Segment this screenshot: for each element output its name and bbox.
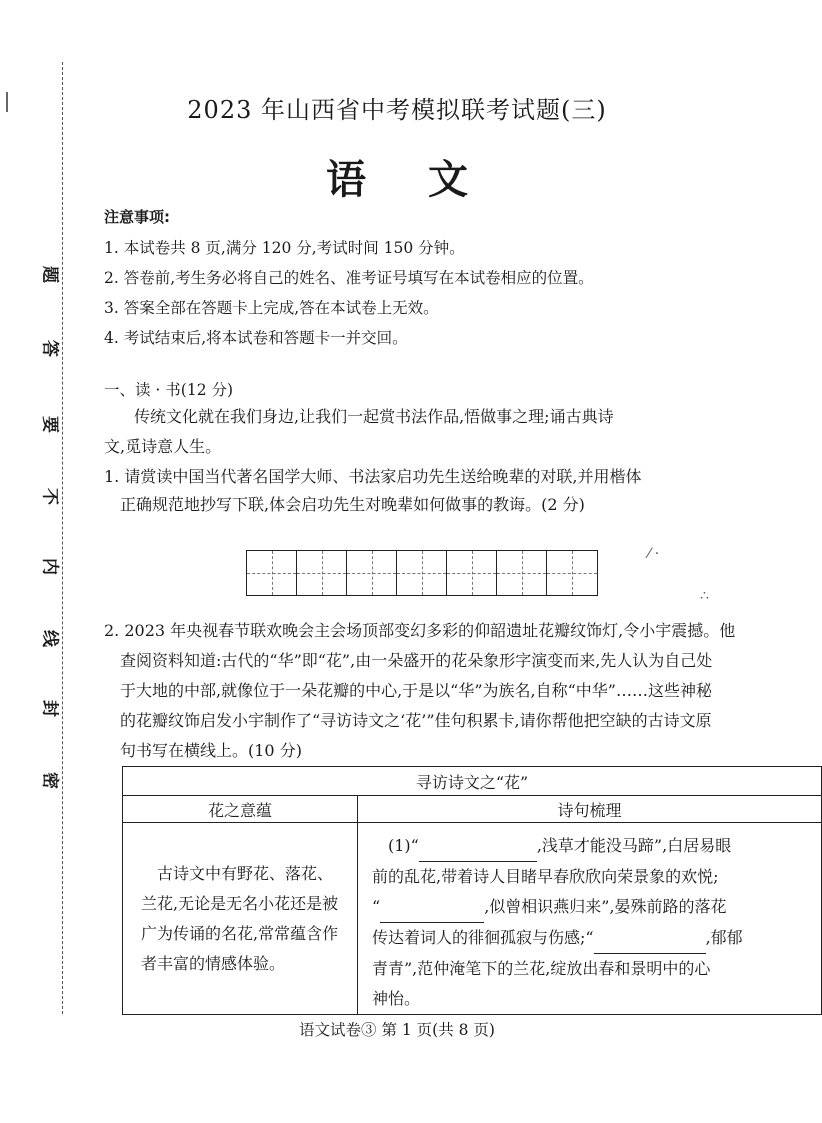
column-header: 花之意蕴 <box>123 796 358 823</box>
binding-char: 密 <box>39 772 60 789</box>
answer-blank[interactable] <box>419 831 537 862</box>
question-2: 于大地的中部,就像位于一朵花瓣的中心,于是以“华”为族名,自称“中华”……这些神秘 <box>120 681 712 700</box>
poem-text: ,浅草才能没马蹄”,白居易眼 <box>536 836 732 855</box>
question-2: 的花瓣纹饰启发小宇制作了“寻访诗文之‘花’”佳句积累卡,请你帮他把空缺的古诗文原 <box>120 711 712 730</box>
meaning-text: 广为传诵的名花,常常蕴含作 <box>141 923 339 943</box>
grid-cell[interactable] <box>447 551 497 595</box>
poem-text: 传达着词人的徘徊孤寂与伤感;“ <box>372 928 594 947</box>
binding-char: 答 <box>39 340 60 357</box>
grid-cell[interactable] <box>347 551 397 595</box>
answer-blank[interactable] <box>380 892 484 923</box>
binding-char: 线 <box>39 630 60 647</box>
question-2: 句书写在横线上。(10 分) <box>120 741 302 760</box>
scan-smudge: ∴ <box>700 588 709 604</box>
subject-title: 语文 <box>326 157 530 203</box>
notes-title: 注意事项: <box>104 208 170 226</box>
poem-text: 青青”,范仲淹笔下的兰花,绽放出春和景明中的心 <box>372 959 711 978</box>
poem-cell <box>358 823 822 1015</box>
grid-cell[interactable] <box>297 551 347 595</box>
table-caption: 寻访诗文之“花” <box>123 767 822 796</box>
question-2: 查阅资料知道:古代的“华”即“花”,由一朵盛开的花朵象形字演变而来,先人认为自己处 <box>120 651 713 670</box>
binding-char: 题 <box>39 266 60 283</box>
grid-cell[interactable] <box>497 551 547 595</box>
answer-blank[interactable] <box>594 923 706 954</box>
binding-char: 不 <box>39 488 60 505</box>
meaning-text: 者丰富的情感体验。 <box>141 953 286 973</box>
poem-text: 神怡。 <box>372 989 421 1008</box>
meaning-cell <box>123 823 358 1015</box>
meaning-text: 兰花,无论是无名小花还是被 <box>141 893 339 913</box>
poem-text: (1)“ <box>388 836 419 855</box>
note-item: 1. 本试卷共 8 页,满分 120 分,考试时间 150 分钟。 <box>104 239 465 257</box>
intro-text: 文,觅诗意人生。 <box>104 437 222 456</box>
grid-cell[interactable] <box>547 551 597 595</box>
calligraphy-grid[interactable] <box>246 550 598 596</box>
note-item: 3. 答案全部在答题卡上完成,答在本试卷上无效。 <box>104 299 439 317</box>
poem-text: ,似曾相识燕归来”,晏殊前路的落花 <box>484 897 727 916</box>
binding-char: 内 <box>39 558 60 575</box>
question-1: 正确规范地抄写下联,体会启功先生对晚辈如何做事的教诲。(2 分) <box>120 495 585 514</box>
scan-smudge: ⁄ · <box>648 546 660 562</box>
poem-text: 前的乱花,带着诗人目睹早春欣欣向荣景象的欢悦; <box>372 867 719 886</box>
column-header: 诗句梳理 <box>358 796 822 823</box>
question-1: 1. 请赏读中国当代著名国学大师、书法家启功先生送给晚辈的对联,并用楷体 <box>104 467 642 486</box>
binding-char: 要 <box>39 416 60 433</box>
grid-cell[interactable] <box>397 551 447 595</box>
binding-char: 封 <box>39 700 60 717</box>
poem-text: “ <box>372 897 381 916</box>
meaning-text: 古诗文中有野花、落花、 <box>157 863 334 883</box>
poem-text: ,郁郁 <box>705 928 743 947</box>
grid-cell[interactable] <box>247 551 297 595</box>
section-title: 一、读 · 书(12 分) <box>104 381 234 399</box>
note-item: 4. 考试结束后,将本试卷和答题卡一并交回。 <box>104 329 408 347</box>
intro-text: 传统文化就在我们身边,让我们一起赏书法作品,悟做事之理;诵古典诗 <box>134 407 614 426</box>
poem-table <box>122 766 743 1008</box>
note-item: 2. 答卷前,考生务必将自己的姓名、准考证号填写在本试卷相应的位置。 <box>104 269 594 287</box>
exam-title: 2023 年山西省中考模拟联考试题(三) <box>187 96 607 124</box>
page-footer: 语文试卷③ 第 1 页(共 8 页) <box>299 1021 495 1039</box>
question-2: 2. 2023 年央视春节联欢晚会主会场顶部变幻多彩的仰韶遗址花瓣纹饰灯,令小宇震撼。他 <box>104 621 736 640</box>
